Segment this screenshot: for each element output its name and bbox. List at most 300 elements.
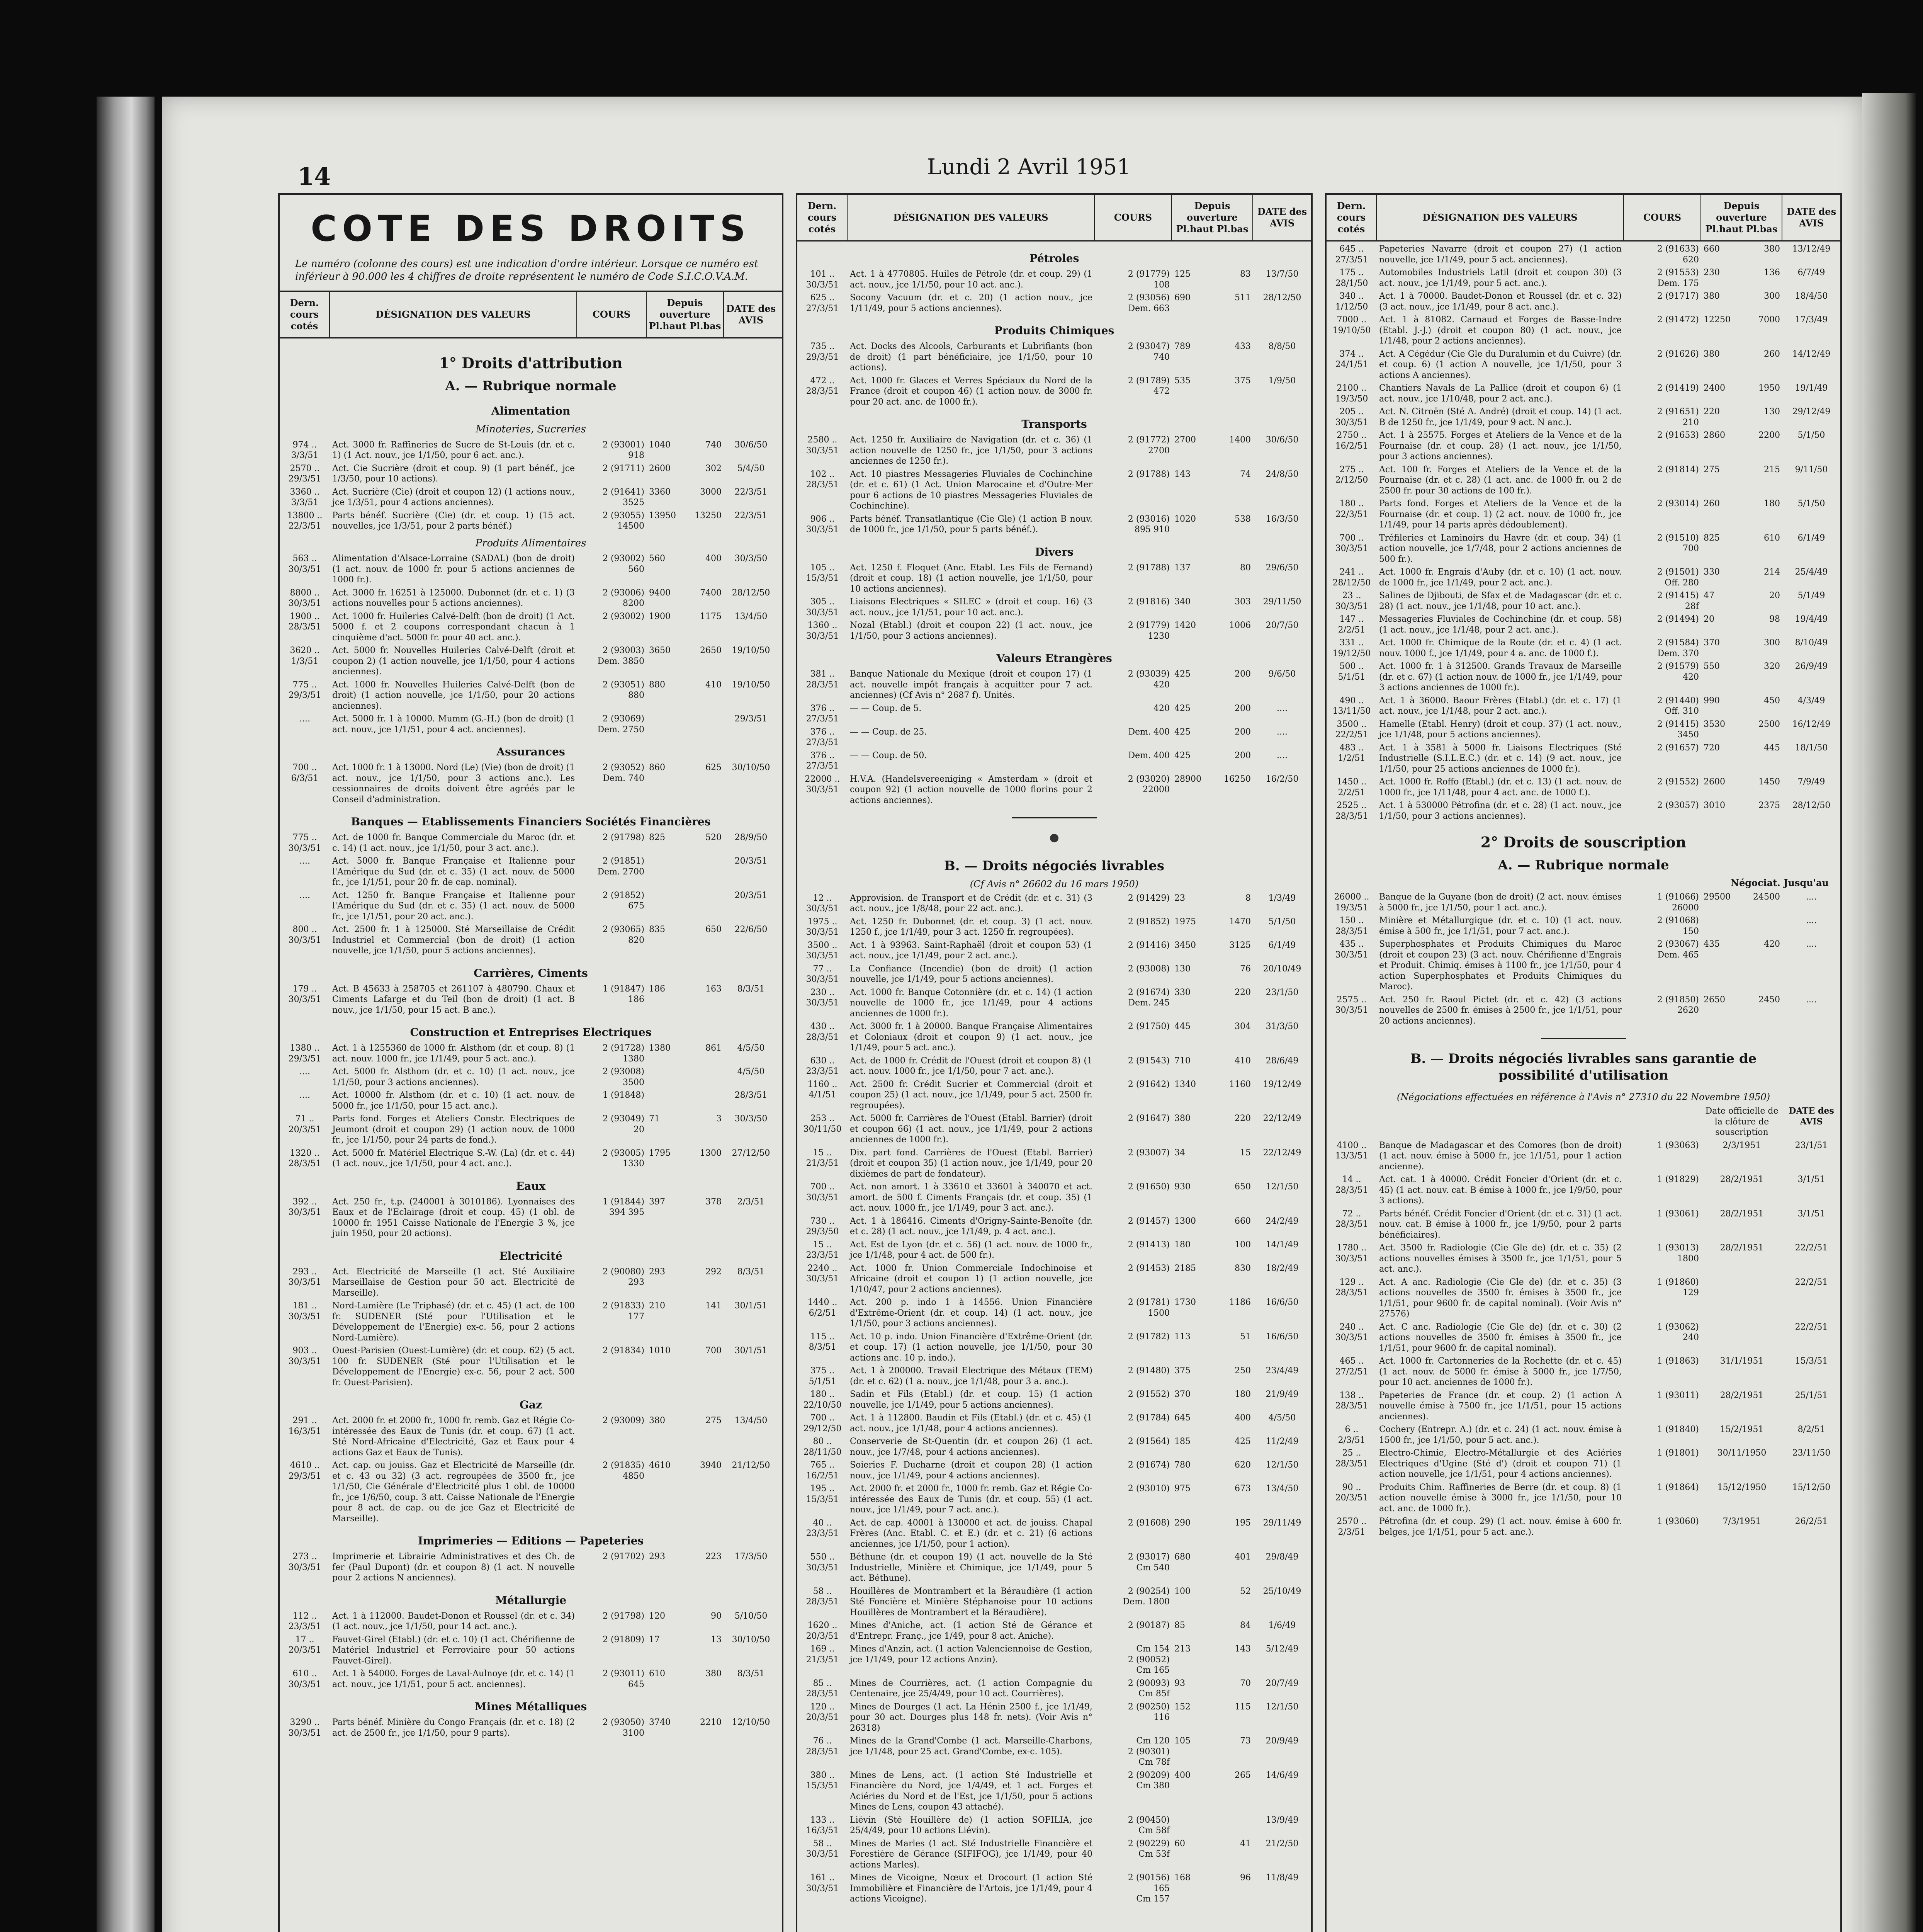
row-haut: 1040 [649, 440, 671, 450]
row-cours: 1 (93060) [1657, 1517, 1699, 1526]
row-haut: 47 [1704, 591, 1714, 600]
row-bas: 410 [705, 680, 722, 690]
table-row [280, 553, 782, 585]
row-haut-bas [1172, 669, 1253, 680]
row-cours: Cm 154 2 (90052) Cm 165 [1128, 1644, 1170, 1675]
row-cote: 138 .. 28/3/51 [1335, 1390, 1368, 1411]
row-haut-bas [1701, 244, 1782, 255]
row-cours: 2 (93001) 918 [602, 440, 644, 460]
row-haut-bas [1172, 1736, 1253, 1747]
row-bas: 96 [1240, 1873, 1251, 1883]
table-row [797, 1678, 1311, 1699]
section-2-body [1327, 892, 1840, 1026]
divider [1541, 1038, 1626, 1039]
row-haut: 120 [649, 1611, 665, 1621]
row-cours: 2 (91653) [1657, 430, 1699, 440]
row-cote: 374 .. 24/1/51 [1335, 349, 1368, 369]
row-bas: 2200 [1758, 430, 1780, 440]
row-cours: 2 (91781) 1500 [1128, 1298, 1170, 1318]
row-haut: 789 [1174, 342, 1191, 351]
row-date: .... [1806, 939, 1817, 949]
row-date: 28/9/50 [734, 833, 768, 842]
row-cote: 645 .. 27/3/51 [1335, 244, 1368, 265]
row-cote: 293 .. 30/3/51 [288, 1267, 321, 1287]
row-cours: Dem. 400 [1128, 750, 1170, 760]
row-designation: Act. 2000 fr. et 2000 fr., 1000 fr. remb. Gaz et Régie Co-intéressée des Eaux de Tunis (dr. et coup. 67) (1 act. Sté Nord-Africaine d'Electricité, Gaz et Eaux pour 4 actions Gaz et Eaux de Tunis). [332, 1416, 575, 1458]
row-designation: Parts bénéf. Crédit Foncier d'Orient (dr. et c. 31) (1 act. nouv. cat. B émise à 1000 fr., jce 1/9/50, pour 2 parts bénéficiaires). [1379, 1209, 1622, 1240]
row-haut: 720 [1704, 743, 1720, 753]
row-cours: 2 (91651) 210 [1657, 407, 1699, 427]
row-haut-bas [647, 1551, 724, 1562]
row-cote: 15 .. 23/3/51 [806, 1240, 839, 1260]
row-bas: 650 [705, 925, 722, 934]
row-haut-bas [1172, 514, 1253, 525]
row-haut-bas [647, 680, 724, 690]
row-cote: 181 .. 30/3/51 [288, 1301, 321, 1321]
row-haut-bas [1701, 567, 1782, 578]
row-date: 16/2/50 [1266, 774, 1299, 784]
row-cours: 2 (93050) 3100 [602, 1718, 644, 1738]
row-designation: Act. 250 fr. Raoul Pictet (dr. et c. 42) (3 actions nouvelles de 2500 fr. émises à 2500 fr., jce 1/1/51, pour 20 actions anciennes). [1379, 995, 1622, 1026]
column-1 [278, 193, 783, 1932]
row-haut: 690 [1174, 293, 1191, 303]
row-haut: 1900 [649, 611, 671, 621]
row-cote: 2525 .. 28/3/51 [1335, 801, 1368, 821]
row-date: .... [1277, 703, 1288, 713]
row-date: 30/10/50 [732, 763, 770, 772]
row-haut-bas [647, 1301, 724, 1311]
row-date: 22/3/51 [734, 510, 768, 520]
row-cours: 2 (93005) 1330 [602, 1148, 644, 1168]
row-cours: 2 (91851) Dem. 2700 [597, 856, 644, 877]
table-row [1327, 696, 1840, 717]
row-cours: 2 (91584) Dem. 370 [1657, 638, 1699, 658]
row-bas: 300 [1764, 291, 1780, 301]
row-cote: 500 .. 5/1/51 [1338, 662, 1366, 682]
page-title: COTE DES DROITS [311, 208, 751, 249]
row-haut-bas [647, 588, 724, 599]
row-bas: 300 [1764, 638, 1780, 648]
row-bas: 3000 [700, 487, 722, 497]
rubrique-title: A. — Rubrique normale [445, 378, 617, 394]
row-bas: 41 [1240, 1838, 1251, 1849]
intro-note: Le numéro (colonne des cours) est une indication d'ordre intérieur. Lorsque ce numéro est inférieur à 90.000 les 4 chiffres de droite représentent le numéro de Code S.I.C.O.V.A.M. [295, 258, 758, 282]
row-date: 30/10/50 [732, 1634, 770, 1645]
row-bas: 214 [1764, 567, 1780, 577]
row-cours: 2 (93057) [1657, 801, 1699, 810]
table-row [280, 1611, 782, 1632]
row-bas: 180 [1235, 1389, 1251, 1399]
row-bas: 83 [1240, 269, 1251, 279]
row-cours: 2 (91543) [1128, 1056, 1170, 1066]
row-date: 9/6/50 [1268, 669, 1296, 679]
row-cote: 630 .. 23/3/51 [806, 1056, 839, 1076]
row-date: 29/11/50 [1263, 597, 1301, 607]
row-cote: .... [299, 856, 310, 866]
row-date: 20/7/49 [1266, 1678, 1299, 1688]
row-designation: Act. 3500 fr. Radiologie (Cie Gle de) (dr. et c. 35) (2 actions nouvelles émises à 3500 fr., jce 1/1/51, pour 5 act. anc.). [1379, 1243, 1622, 1274]
row-haut: 180 [1174, 1240, 1191, 1250]
row-cours: 2 (91789) 472 [1128, 376, 1170, 396]
row-cote: 465 .. 27/2/51 [1335, 1356, 1368, 1377]
row-designation: Act. A anc. Radiologie (Cie Gle de) (dr. et c. 35) (3 actions nouvelles de 3500 fr. émises à 3500 fr., jce 1/1/51, pour 9600 fr. de capital nominal). (Voir Avis n° 27576) [1379, 1277, 1622, 1319]
row-haut: 137 [1174, 563, 1191, 573]
row-haut: 293 [649, 1267, 665, 1277]
row-haut-bas [647, 1197, 724, 1208]
row-designation: Papeteries de France (dr. et coup. 2) (1 action A nouvelle émise à 7500 fr., jce 1/1/51, pour 15 actions anciennes). [1379, 1390, 1622, 1422]
row-designation: Liaisons Electriques « SILEC » (droit et coup. 16) (3 act. nouv., jce 1/1/51, pour 10 act. anc.). [850, 597, 1092, 617]
table-row [280, 1345, 782, 1388]
category-title: Construction et Entreprises Electriques [410, 1026, 652, 1039]
section-b-note: (Cf Avis n° 26602 du 16 mars 1950) [970, 878, 1139, 889]
row-bas: 200 [1235, 750, 1251, 760]
row-haut: 113 [1174, 1332, 1191, 1342]
table-row [280, 588, 782, 609]
table-row [797, 669, 1311, 701]
table-row [797, 1413, 1311, 1434]
row-designation: Act. de 1000 fr. Crédit de l'Ouest (droit et coupon 8) (1 act. nouv. 1000 fr., jce 1/1/50, pour 7 act. anc.). [850, 1056, 1092, 1076]
row-haut-bas [1172, 1838, 1253, 1849]
row-designation: Chantiers Navals de La Pallice (droit et coupon 6) (1 act. nouv., jce 1/10/48, pour 2 act. anc.). [1379, 383, 1622, 404]
table-row [1327, 1482, 1840, 1514]
title-block [280, 195, 782, 291]
row-date: 22/12/49 [1263, 1114, 1301, 1123]
row-cote: 800 .. 30/3/51 [288, 925, 321, 945]
row-cours: 2 (93011) 645 [602, 1669, 644, 1689]
table-row [1327, 939, 1840, 992]
row-haut: 2700 [1174, 435, 1196, 445]
row-cote: 180 .. 22/10/50 [803, 1389, 842, 1410]
row-cote: .... [299, 1090, 310, 1100]
row-haut: 380 [1704, 291, 1720, 301]
row-bas: 260 [1764, 349, 1780, 359]
row-cote: 76 .. 28/3/51 [806, 1736, 839, 1757]
row-designation: Act. 1000 fr. Chimique de la Route (dr. et c. 4) (1 act. nouv. 1000 f., jce 1/1/49, pour 4 a. anc. de 1000 f.). [1379, 638, 1622, 658]
row-date: 14/6/49 [1266, 1770, 1299, 1780]
row-designation: Act. 1250 fr. Dubonnet (dr. et coup. 3) (1 act. nouv. 1250 f., jce 1/1/49, pour 3 act. 1250 fr. regroupées). [850, 917, 1092, 937]
row-haut: 3650 [649, 646, 671, 655]
row-designation: Act. 3000 fr. Raffineries de Sucre de St-Louis (dr. et c. 1) (1 Act. nouv., jce 1/1/50, pour 6 act. anc.). [332, 440, 575, 460]
row-cours: 2 (93007) [1128, 1148, 1170, 1158]
row-bas: 302 [705, 463, 722, 473]
row-bas: 3125 [1229, 940, 1251, 950]
row-bas: 220 [1235, 1114, 1251, 1123]
row-haut-bas [1172, 1483, 1253, 1494]
row-cote: .... [299, 890, 310, 900]
row-officielle: 31/1/1951 [1720, 1356, 1764, 1366]
row-cours: 2 (91814) [1657, 464, 1699, 474]
row-cote: 195 .. 15/3/51 [806, 1484, 839, 1504]
row-haut-bas [647, 1114, 724, 1124]
row-cote: 700 .. 30/3/51 [806, 1182, 839, 1202]
row-haut: 1795 [649, 1148, 671, 1158]
column-2 [796, 193, 1313, 1932]
row-haut-bas [1172, 917, 1253, 927]
header-depuis: Depuis ouverture Pl.haut Pl.bas [647, 292, 724, 337]
row-designation: Mines de la Grand'Combe (1 act. Marseille-Charbons, jce 1/1/48, pour 25 act. Grand'Combe, ex-c. 105). [850, 1736, 1092, 1757]
row-designation: Act. 5000 fr. Matériel Electrique S.-W. (La) (dr. et c. 44) (1 act. nouv., jce 1/1/50, pour 4 act. anc.). [332, 1148, 575, 1168]
table-row [797, 435, 1311, 467]
row-designation: Act. 5000 fr. Carrières de l'Ouest (Etabl. Barrier) (droit et coupon 66) (1 act. nouv., jce 1/1/49, pour 2 actions anciennes de 1000 fr.). [850, 1114, 1092, 1145]
row-date: 21/9/49 [1266, 1389, 1299, 1399]
row-cours: 2 (91633) 620 [1657, 244, 1699, 265]
row-date: 13/12/49 [1792, 244, 1831, 254]
row-bas: 195 [1235, 1518, 1251, 1528]
row-haut: 23 [1174, 893, 1185, 903]
row-cours: 2 (91472) [1657, 315, 1699, 325]
row-designation: Act. 1000 fr. Roffo (Etabl.) (dr. et c. 13) (1 act. nouv. de 1000 fr., jce 1/11/48, pour 4 act. anc. de 1000 f.). [1379, 777, 1622, 798]
row-cote: 71 .. 20/3/51 [288, 1114, 321, 1134]
row-bas: 673 [1235, 1484, 1251, 1493]
table-row [797, 1389, 1311, 1410]
bullet [1050, 834, 1058, 842]
row-date: 20/10/49 [1263, 964, 1301, 974]
row-bas: 163 [705, 984, 722, 994]
row-date: 13/4/50 [734, 1416, 768, 1425]
row-date: 8/3/51 [737, 1669, 765, 1679]
table-row [1327, 1209, 1840, 1241]
row-bas: 433 [1235, 342, 1251, 351]
row-date: 28/12/50 [1792, 801, 1831, 810]
row-cote: 430 .. 28/3/51 [806, 1022, 839, 1042]
row-cote: 291 .. 16/3/51 [288, 1416, 321, 1436]
table-header [280, 291, 782, 338]
row-cote: 22000 .. 30/3/51 [805, 774, 840, 794]
row-bas: 1006 [1229, 621, 1251, 630]
row-haut-bas [647, 611, 724, 622]
row-cote: 735 .. 29/3/51 [806, 342, 839, 362]
row-date: 16/6/50 [1266, 1332, 1299, 1342]
row-bas: 700 [705, 1346, 722, 1355]
row-haut-bas [1172, 1297, 1253, 1308]
row-cours: 2 (93055) 14500 [602, 510, 644, 531]
row-designation: Electro-Chimie, Electro-Métallurgie et des Aciéries Electriques d'Ugine (Sté d') (droit et coupon 71) (1 action nouvelle, jce 1/1/51, pour 4 actions anciennes). [1379, 1448, 1622, 1479]
book-binding [97, 97, 155, 1932]
row-cours: Cm 120 2 (90301) Cm 78f [1128, 1736, 1170, 1767]
row-haut-bas [1172, 1079, 1253, 1090]
row-haut-bas [647, 832, 724, 843]
category-title: Eaux [516, 1179, 546, 1192]
row-bas: 511 [1235, 293, 1251, 303]
table-row [1327, 1448, 1840, 1480]
row-bas: 1470 [1229, 917, 1251, 927]
table-row [1327, 567, 1840, 588]
row-cours: 2 (93009) [602, 1416, 644, 1425]
row-cours: 2 (91552) [1128, 1389, 1170, 1399]
row-officielle: 28/2/1951 [1720, 1175, 1764, 1184]
row-date: 20/3/51 [734, 856, 768, 866]
row-bas: 74 [1240, 469, 1251, 479]
row-designation: Act. 1000 fr. Engrais d'Auby (dr. et c. 10) (1 act. nouv. de 1000 fr., jce 1/1/49, pour 2 act. anc.). [1379, 567, 1622, 588]
row-date: 17/3/50 [734, 1552, 768, 1561]
row-cours: 2 (91850) 2620 [1657, 995, 1699, 1015]
row-haut-bas [1701, 267, 1782, 278]
row-haut-bas [1172, 750, 1253, 761]
row-bas: 660 [1235, 1216, 1251, 1226]
category-title: Imprimeries — Editions — Papeteries [418, 1534, 644, 1547]
row-haut: 210 [649, 1301, 665, 1311]
row-designation: Salines de Djibouti, de Sfax et de Madagascar (dr. et c. 28) (1 act. nouv., jce 1/1/48, pour 10 act. anc.). [1379, 591, 1622, 611]
row-haut: 445 [1174, 1022, 1191, 1031]
row-date: 18/1/50 [1795, 743, 1828, 753]
newspaper-page [162, 97, 1862, 1932]
row-cours: 2 (93008) 3500 [602, 1067, 644, 1087]
row-bas: 180 [1764, 499, 1780, 509]
row-designation: Act. 1 à 3581 à 5000 fr. Liaisons Electriques (Sté Industrielle (S.I.L.E.C.) (dr. et c. 14) (9 act. nouv., jce 1/1/50, pour 25 actions anciennes de 1000 fr.). [1379, 743, 1622, 774]
row-cours: 2 (90254) Dem. 1800 [1123, 1586, 1170, 1607]
row-date: 26/9/49 [1795, 662, 1828, 671]
row-haut: 610 [649, 1669, 665, 1679]
row-haut-bas [1172, 563, 1253, 573]
section-b-title: B. — Droits négociés livrables [944, 858, 1164, 874]
row-officielle: 28/2/1951 [1720, 1243, 1764, 1253]
column-body [797, 252, 1311, 806]
row-designation: Act. 1 à 36000. Baour Frères (Etabl.) (dr. et c. 17) (1 act. nouv., jce 1/1/48, pour 2 act. anc.). [1379, 696, 1622, 716]
row-date: 15/12/50 [1792, 1482, 1831, 1492]
row-haut-bas [1701, 638, 1782, 648]
section-b-body [1327, 1140, 1840, 1538]
table-row [1327, 383, 1840, 404]
row-cote: 17 .. 20/3/51 [288, 1634, 321, 1655]
row-cours: 2 (93008) [1128, 964, 1170, 974]
row-designation: — — Coup. de 25. [850, 727, 927, 737]
row-designation: Act. 2000 fr. et 2000 fr., 1000 fr. remb. Gaz et Régie Co-intéressée des Eaux de Tunis (dr. et coup. 55) (1 act. nouv., jce 1/1/49, pour 7 act. anc.). [850, 1484, 1092, 1515]
row-date: 21/12/50 [732, 1461, 770, 1470]
row-cours: 2 (91674) [1128, 1460, 1170, 1470]
row-cote: 2575 .. 30/3/51 [1335, 995, 1368, 1015]
row-cote: 147 .. 2/2/51 [1338, 614, 1366, 635]
row-cours: 2 (91608) [1128, 1518, 1170, 1528]
row-designation: Act. 200 p. indo 1 à 14556. Union Financière d'Extrême-Orient (dr. et coup. 14) (1 act. nouv., jce 1/1/50, pour 3 actions anciennes). [850, 1298, 1092, 1328]
row-designation: Approvision. de Transport et de Crédit (dr. et c. 31) (3 act. nouv., jce 1/8/48, pour 22 act. anc.). [850, 893, 1092, 913]
row-bas: 620 [1235, 1460, 1251, 1470]
row-cours: 2 (93020) 22000 [1128, 774, 1170, 794]
row-cours: 2 (91788) [1128, 469, 1170, 479]
row-designation: Act. 1 à 530000 Pétrofina (dr. et c. 28) (1 act. nouv., jce 1/1/50, pour 3 actions anciennes). [1379, 801, 1622, 821]
row-cours: 1 (91864) [1657, 1482, 1699, 1492]
row-designation: Nord-Lumière (Le Triphasé) (dr. et c. 45) (1 act. de 100 fr. SUDENER (Sté pour l'Utilisation et le Développement de l'Energie) ex-c. 56, pour 2 actions Nord-Lumière). [332, 1301, 575, 1343]
table-row [1327, 1243, 1840, 1275]
row-designation: Mines d'Aniche, act. (1 action Sté de Gérance et d'Entrepr. Franç., jce 1/49, pour 8 act. Aniche). [850, 1621, 1092, 1641]
row-cours: 2 (91779) 108 [1128, 269, 1170, 290]
row-haut-bas [1172, 376, 1253, 386]
table-row [1327, 315, 1840, 347]
row-cours: 2 (90209) Cm 380 [1128, 1770, 1170, 1791]
row-haut-bas [1701, 892, 1782, 903]
table-row [1327, 995, 1840, 1027]
header-cours: COURS [577, 292, 647, 337]
row-haut-bas [1172, 435, 1253, 446]
table-row [797, 514, 1311, 535]
row-designation: Act. 10 p. indo. Union Financière d'Extrême-Orient (dr. et coup. 17) (1 action nouvelle, jce 1/1/50, pour 30 actions anc. 10 p. indo.). [850, 1332, 1092, 1363]
row-designation: Act. A Cégédur (Cie Gle du Duralumin et du Cuivre) (dr. et coup. 6) (1 action A nouvelle, jce 1/1/50, pour 3 actions A anciennes). [1379, 349, 1622, 380]
table-row [797, 774, 1311, 806]
row-cours: 1 (91860) 129 [1657, 1277, 1699, 1298]
row-cours: 2 (90229) Cm 53f [1128, 1838, 1170, 1859]
row-designation: Act. C anc. Radiologie (Cie Gle de) (dr. et c. 30) (2 actions nouvelles de 3500 fr. émises à 3500 fr., jce 1/1/51, pour 9600 fr. de capital nominal). [1379, 1322, 1622, 1353]
row-bas: 115 [1235, 1702, 1251, 1712]
category-title: Métallurgie [495, 1594, 567, 1607]
table-row [280, 984, 782, 1016]
row-cote: 175 .. 28/1/50 [1335, 268, 1368, 288]
row-cote: 1900 .. 28/3/51 [288, 611, 321, 632]
row-cours: 2 (91717) [1657, 291, 1699, 301]
row-cote: 625 .. 27/3/51 [806, 293, 839, 313]
row-bas: 1450 [1758, 777, 1780, 787]
row-haut: 2400 [1704, 383, 1725, 393]
row-haut-bas [1172, 987, 1253, 998]
category-title: Carrières, Ciments [474, 966, 588, 980]
row-bas: 20 [1769, 591, 1780, 600]
row-cote: 376 .. 27/3/51 [806, 750, 839, 771]
row-designation: La Confiance (Incendie) (bon de droit) (1 action nouvelle, jce 1/1/49, pour 5 actions anciennes). [850, 964, 1092, 984]
row-haut: 2600 [649, 463, 671, 473]
row-designation: Ouest-Parisien (Ouest-Lumière) (dr. et coup. 62) (5 act. 100 fr. SUDENER (Sté pour l'Utilisation et le Développement de l'Energie) ex-c. 56, pour 2 act. 500 fr. Ouest-Parisien). [332, 1346, 575, 1388]
row-cours: 1 (93011) [1657, 1390, 1699, 1400]
row-cote: 58 .. 30/3/51 [806, 1838, 839, 1859]
row-cours: 2 (91657) [1657, 743, 1699, 753]
row-designation: Mines de Vicoigne, Nœux et Drocourt (1 action Sté Immobilière et Financière de l'Artois, jce 1/1/49, pour 4 actions Vicoigne). [850, 1873, 1092, 1904]
row-cours: 2 (91552) [1657, 777, 1699, 787]
table-row [797, 893, 1311, 914]
table-row [280, 762, 782, 805]
row-bas: 7000 [1758, 315, 1780, 325]
table-row [280, 924, 782, 956]
row-haut-bas [1701, 800, 1782, 811]
table-row [797, 1736, 1311, 1768]
row-designation: Parts bénéf. Sucrière (Cie) (dr. et coup. 1) (15 act. nouvelles, jce 1/3/51, pour 2 parts bénéf.) [332, 510, 575, 531]
row-bas: 136 [1764, 268, 1780, 277]
table-row [1327, 800, 1840, 821]
row-haut: 105 [1174, 1736, 1191, 1746]
row-cours: 2 (93014) [1657, 499, 1699, 509]
header-designation: DÉSIGNATION DES VALEURS [330, 292, 577, 337]
table-row [797, 1113, 1311, 1145]
row-date: 22/6/50 [734, 925, 768, 934]
row-cote: 133 .. 16/3/51 [806, 1815, 839, 1835]
row-cours: 1 (91848) [602, 1090, 644, 1100]
row-designation: Liévin (Sté Houillère de) (1 action SOFILIA, jce 25/4/49, pour 10 actions Liévin). [850, 1815, 1092, 1835]
table-row [1327, 719, 1840, 740]
row-cote: 3500 .. 22/2/51 [1335, 719, 1368, 740]
row-haut-bas [1172, 1770, 1253, 1781]
row-date: 1/3/49 [1268, 893, 1296, 903]
row-designation: Mines de Courrières, act. (1 action Compagnie du Centenaire, jce 25/4/49, pour 10 act. Courrières). [850, 1678, 1092, 1699]
row-designation: Act. 1250 fr. Banque Française et Italienne pour l'Amérique du Sud (dr. et c. 35) (1 act. nouv. de 5000 fr., jce 1/1/51, pour 20 act. anc.). [332, 890, 575, 922]
row-haut-bas [1701, 349, 1782, 360]
row-cote: 3500 .. 30/3/51 [806, 940, 839, 961]
row-haut: 425 [1174, 669, 1191, 679]
row-cours: 2 (91782) [1128, 1332, 1170, 1342]
row-cours: 2 (91440) Off. 310 [1657, 696, 1699, 716]
row-cours: 2 (91674) Dem. 245 [1128, 987, 1170, 1008]
row-date: 28/12/50 [732, 588, 770, 598]
table-row [1327, 430, 1840, 462]
row-designation: Act. 5000 fr. Banque Française et Italienne pour l'Amérique du Sud (dr. et c. 35) (1 act. nouv. de 5000 fr., jce 1/1/51, pour 20 fr. de cap. nominal). [332, 856, 575, 887]
row-cours: 2 (91852) [1128, 917, 1170, 927]
row-haut-bas [1172, 1872, 1253, 1883]
row-cours: 2 (93049) 20 [602, 1114, 644, 1134]
column-body [280, 404, 782, 1738]
row-bas: 250 [1235, 1366, 1251, 1376]
row-haut: 2185 [1174, 1263, 1196, 1273]
row-cote: 472 .. 28/3/51 [806, 376, 839, 396]
row-date: 12/1/50 [1266, 1460, 1299, 1470]
row-haut-bas [1172, 1702, 1253, 1713]
row-haut-bas [1172, 1332, 1253, 1342]
row-haut: 425 [1174, 750, 1191, 760]
row-cote: 906 .. 30/3/51 [806, 514, 839, 534]
